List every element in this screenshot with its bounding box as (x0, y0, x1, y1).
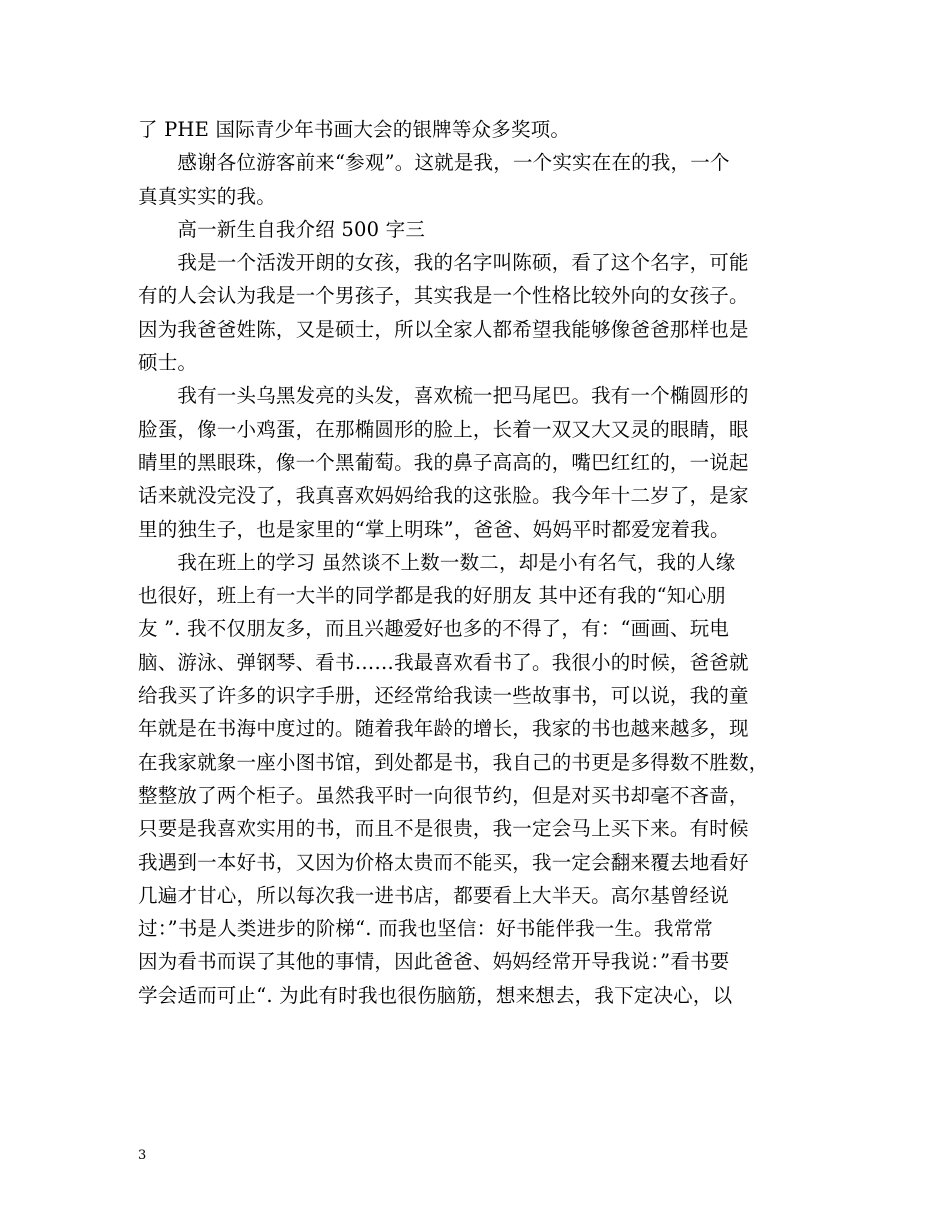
text-line: 了 PHE 国际青少年书画大会的银牌等众多奖项。 (138, 118, 571, 141)
text-line: 我在班上的学习 虽然谈不上数一数二，却是小有名气，我的人缘 (138, 550, 736, 574)
text-line: 脸蛋，像一小鸡蛋，在那椭圆形的脸上，长着一双又大又灵的眼睛，眼 (138, 417, 749, 441)
text-line: 给我买了许多的识字手册，还经常给我读一些故事书，可以说，我的童 (138, 684, 749, 708)
page-number: 3 (138, 1148, 147, 1163)
text-line: 只要是我喜欢实用的书，而且不是很贵，我一定会马上买下来。有时候 (138, 817, 749, 841)
text-line: 感谢各位游客前来“参观”。这就是我，一个实实在在的我，一个 (138, 151, 730, 175)
text-line: 在我家就象一座小图书馆，到处都是书，我自己的书更是多得数不胜数， (138, 750, 769, 774)
text-line: 真真实实的我。 (138, 184, 276, 208)
text-line: 我是一个活泼开朗的女孩，我的名字叫陈硕，看了这个名字，可能 (138, 251, 749, 275)
text-line: 有的人会认为我是一个男孩子，其实我是一个性格比较外向的女孩子。 (138, 284, 749, 308)
text-line: 里的独生子，也是家里的“掌上明珠”，爸爸、妈妈平时都爱宠着我。 (138, 517, 730, 541)
text-line: 整整放了两个柜子。虽然我平时一向很节约，但是对买书却毫不吝啬， (138, 783, 749, 807)
text-line: 我遇到一本好书，又因为价格太贵而不能买，我一定会翻来覆去地看好 (138, 850, 749, 874)
text-line: 几遍才甘心，所以每次我一进书店，都要看上大半天。高尔基曾经说 (138, 883, 730, 907)
text-line: 高一新生自我介绍 500 字三 (138, 217, 426, 241)
text-line: 学会适而可止“. 为此有时我也很伤脑筋，想来想去，我下定决心，以 (138, 983, 733, 1007)
text-line: 过：”书是人类进步的阶梯“. 而我也坚信：好书能伴我一生。我常常 (138, 917, 713, 941)
text-line: 年就是在书海中度过的。随着我年龄的增长，我家的书也越来越多，现 (138, 717, 749, 741)
text-line: 因为我爸爸姓陈，又是硕士，所以全家人都希望我能够像爸爸那样也是 (138, 317, 749, 341)
text-line: 话来就没完没了，我真喜欢妈妈给我的这张脸。我今年十二岁了，是家 (138, 484, 749, 508)
text-line: 因为看书而误了其他的事情，因此爸爸、妈妈经常开导我说：”看书要 (138, 950, 730, 974)
body-text (138, 113, 818, 1012)
text-line: 友 ”. 我不仅朋友多，而且兴趣爱好也多的不得了，有：“画画、玩电 (138, 617, 730, 641)
text-line: 我有一头乌黑发亮的头发，喜欢梳一把马尾巴。我有一个椭圆形的 (138, 384, 749, 408)
text-line: 也很好，班上有一大半的同学都是我的好朋友 其中还有我的“知心朋 (138, 584, 726, 608)
text-line: 睛里的黑眼珠，像一个黑葡萄。我的鼻子高高的，嘴巴红红的，一说起 (138, 450, 749, 474)
text-line: 脑、游泳、弹钢琴、看书……我最喜欢看书了。我很小的时候，爸爸就 (138, 650, 749, 674)
text-line: 硕士。 (138, 351, 198, 375)
